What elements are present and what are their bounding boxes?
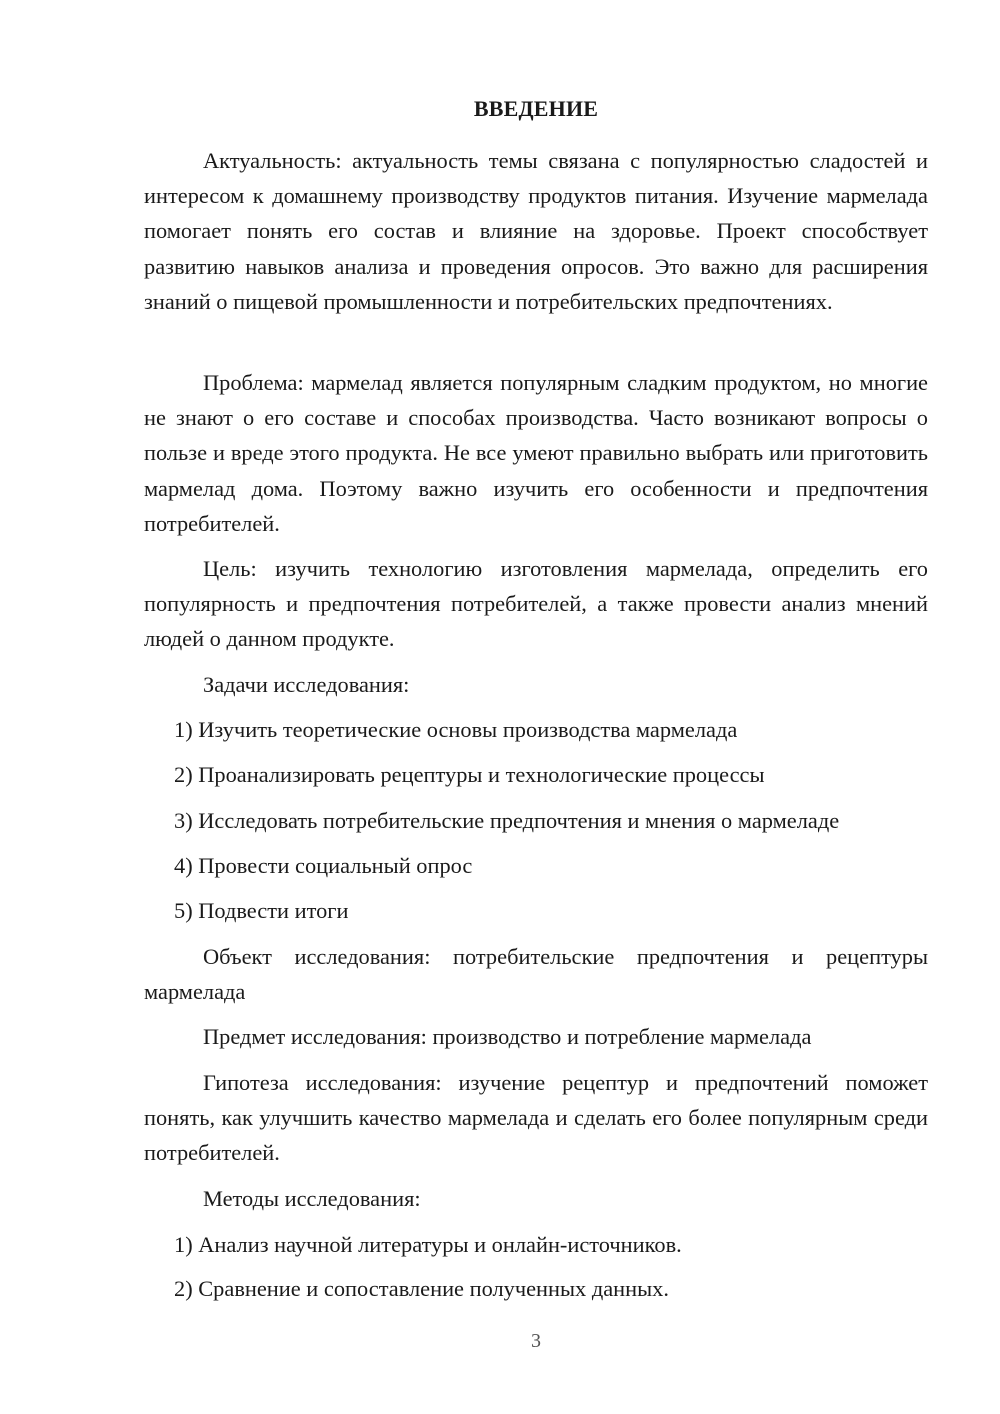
tasks-heading: Задачи исследования:: [203, 672, 410, 697]
method-item: 1) Анализ научной литературы и онлайн-источников.: [174, 1232, 682, 1257]
method-item: 2) Сравнение и сопоставление полученных данных.: [174, 1276, 669, 1301]
task-item: 2) Проанализировать рецептуры и технологические процессы: [174, 762, 765, 787]
paragraph-problem: Проблема: мармелад является популярным сладким продуктом, но многие не знают о его составе и способах производства. Часто возникают вопросы о пользе и вреде этого продукта. Не все умеют правильно выбрать или приготовить мармелад дома. Поэтому важно изучить его особенности и предпочтения потребителей.: [144, 370, 928, 536]
subject-line: Предмет исследования: производство и потребление мармелада: [203, 1024, 812, 1049]
task-item: 3) Исследовать потребительские предпочтения и мнения о мармеладе: [174, 808, 840, 833]
paragraph-goal: Цель: изучить технологию изготовления мармелада, определить его популярность и предпочтения потребителей, а также провести анализ мнений людей о данном продукте.: [144, 556, 928, 652]
page-title: ВВЕДЕНИЕ: [473, 96, 599, 121]
page-number: 3: [531, 1330, 541, 1352]
paragraph-relevance: Актуальность: актуальность темы связана с популярностью сладостей и интересом к домашнему производству продуктов питания. Изучение мармелада помогает понять его состав и влияние на здоровье. Проект способствует развитию навыков анализа и проведения опросов. Это важно для расширения знаний о пищевой промышленности и потребительских предпочтениях.: [144, 148, 928, 314]
task-item: 5) Подвести итоги: [174, 898, 349, 923]
task-item: 1) Изучить теоретические основы производства мармелада: [174, 717, 738, 742]
methods-heading: Методы исследования:: [203, 1186, 421, 1211]
task-item: 4) Провести социальный опрос: [174, 853, 473, 878]
paragraph-hypothesis: Гипотеза исследования: изучение рецептур и предпочтений поможет понять, как улучшить качество мармелада и сделать его более популярным среди потребителей.: [144, 1070, 928, 1166]
paragraph-object: Объект исследования: потребительские предпочтения и рецептуры мармелада: [144, 944, 928, 1005]
